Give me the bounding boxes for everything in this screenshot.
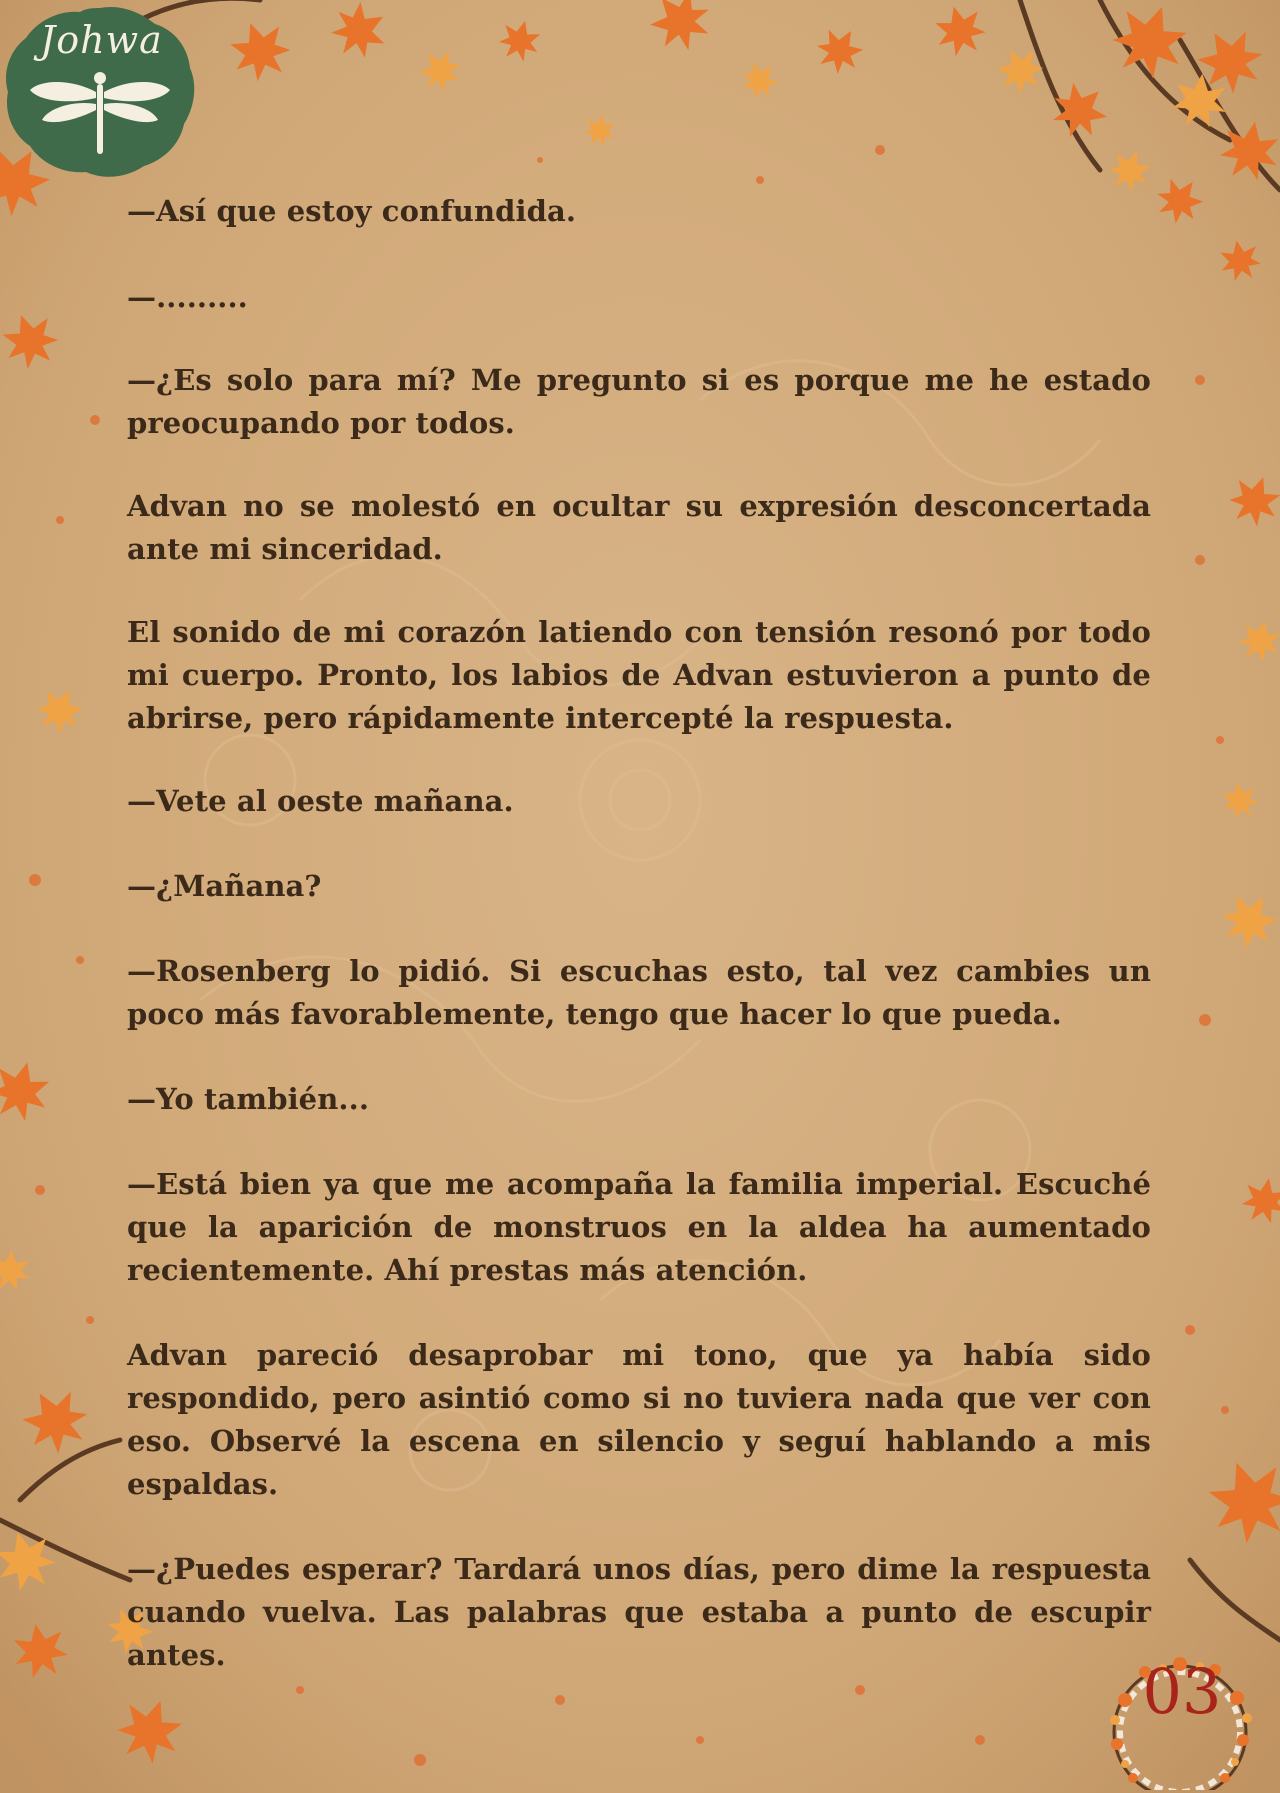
paragraph: —Vete al oeste mañana.: [127, 784, 514, 818]
paragraph: —Está bien ya que me acompaña la familia imperial. Escuché que la aparición de monstruos en la aldea ha aumentado recientemente. Ahí prestas más atención.: [127, 1167, 1151, 1287]
paragraph: —¿Puedes esperar? Tardará unos días, pero dime la respuesta cuando vuelva. Las palabras que estaba a punto de escupir antes.: [127, 1552, 1151, 1672]
paragraph: —.........: [127, 280, 248, 314]
paragraph: Advan no se molestó en ocultar su expresión desconcertada ante mi sinceridad.: [127, 489, 1151, 566]
paragraph: —¿Es solo para mí? Me pregunto si es porque me he estado preocupando por todos.: [127, 363, 1151, 440]
paragraph: —Rosenberg lo pidió. Si escuchas esto, tal vez cambies un poco más favorablemente, tengo que hacer lo que pueda.: [127, 954, 1151, 1031]
logo-text: Johwa: [40, 18, 163, 62]
paragraph: —¿Mañana?: [127, 869, 322, 903]
paragraph: Advan pareció desaprobar mi tono, que ya había sido respondido, pero asintió como si no tuviera nada que ver con eso. Observé la escena en silencio y seguí hablando a mis espaldas.: [127, 1338, 1151, 1501]
paragraph: El sonido de mi corazón latiendo con tensión resonó por todo mi cuerpo. Pronto, los labios de Advan estuvieron a punto de abrirse, pero rápidamente intercepté la respuesta.: [127, 615, 1151, 735]
johwa-logo: [0, 0, 200, 190]
paragraph: —Yo también...: [127, 1082, 370, 1116]
page-number: 03: [1142, 1655, 1222, 1728]
story-text: [127, 190, 1151, 1677]
paragraph: —Así que estoy confundida.: [127, 194, 577, 228]
